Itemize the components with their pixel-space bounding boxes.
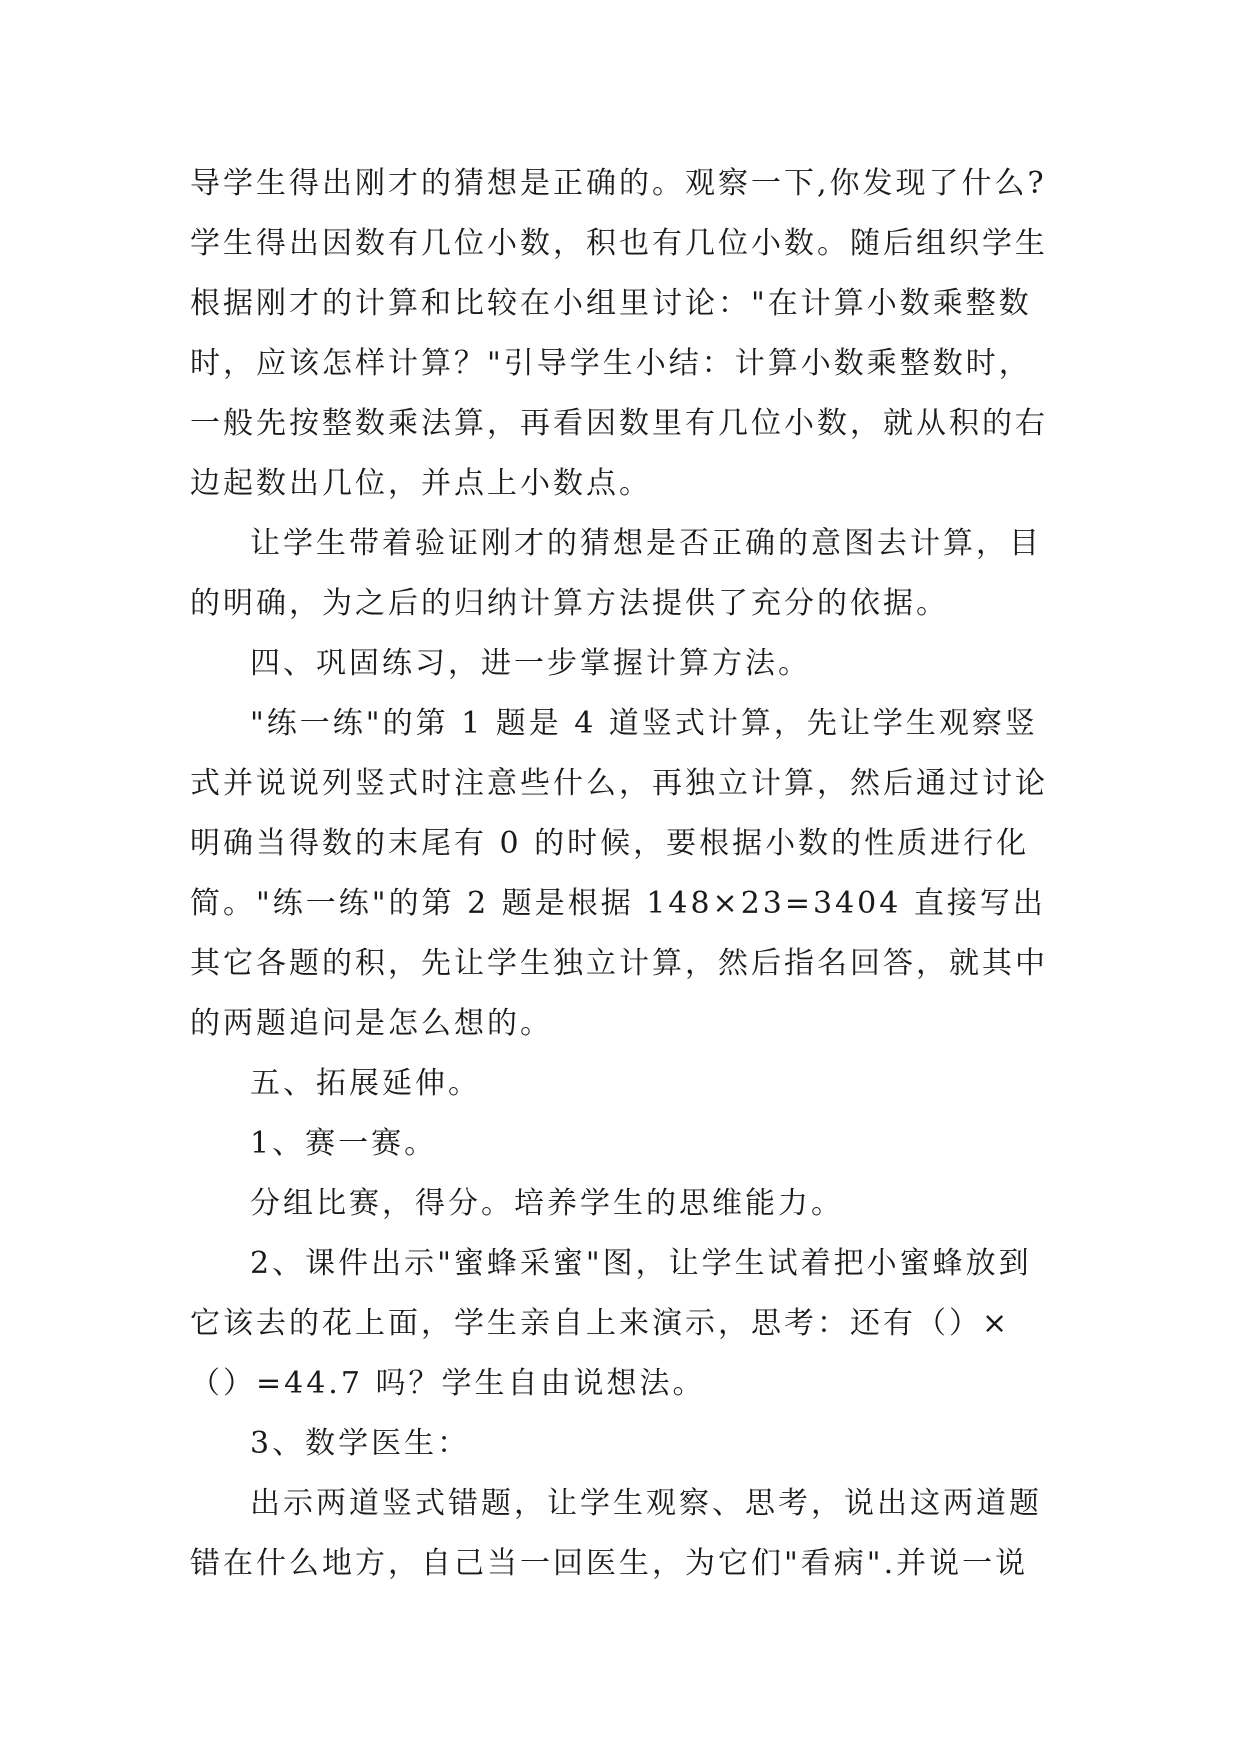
paragraph-continuation: 导学生得出刚才的猜想是正确的。观察一下,你发现了什么?学生得出因数有几位小数，积也有几位小数。随后组织学生根据刚才的计算和比较在小组里讨论："在计算小数乘整数时，应该怎样计算？"引导学生小结：计算小数乘整数时，一般先按整数乘法算，再看因数里有几位小数，就从积的右边起数出几位，并点上小数点。 — [190, 166, 1048, 501]
item-bee-activity: 2、课件出示"蜜蜂采蜜"图，让学生试着把小蜜蜂放到它该去的花上面，学生亲自上来演示，思考：还有（）×（）=44.7 吗？学生自由说想法。 — [190, 1246, 1032, 1401]
section-heading-extension: 五、拓展延伸。 — [250, 1066, 481, 1101]
section-heading-consolidation: 四、巩固练习，进一步掌握计算方法。 — [250, 646, 811, 681]
paragraph-error-analysis: 出示两道竖式错题，让学生观察、思考，说出这两道题错在什么地方，自己当一回医生，为它们"看病".并说一说 — [190, 1486, 1042, 1581]
item-math-doctor: 3、数学医生： — [250, 1426, 471, 1461]
paragraph-group-competition: 分组比赛，得分。培养学生的思维能力。 — [250, 1186, 844, 1221]
paragraph-intent-verification: 让学生带着验证刚才的猜想是否正确的意图去计算，目的明确，为之后的归纳计算方法提供了充分的依据。 — [190, 526, 1042, 621]
document-body — [190, 154, 1060, 1594]
item-competition: 1、赛一赛。 — [250, 1126, 438, 1161]
paragraph-practice: "练一练"的第 1 题是 4 道竖式计算，先让学生观察竖式并说说列竖式时注意些什么，再独立计算，然后通过讨论明确当得数的末尾有 0 的时候，要根据小数的性质进行化简。"练一练"的第 2 题是根据 148×23=3404 直接写出其它各题的积，先让学生独立计算，然后指名回答，就其中的两题追问是怎么想的。 — [190, 706, 1048, 1041]
